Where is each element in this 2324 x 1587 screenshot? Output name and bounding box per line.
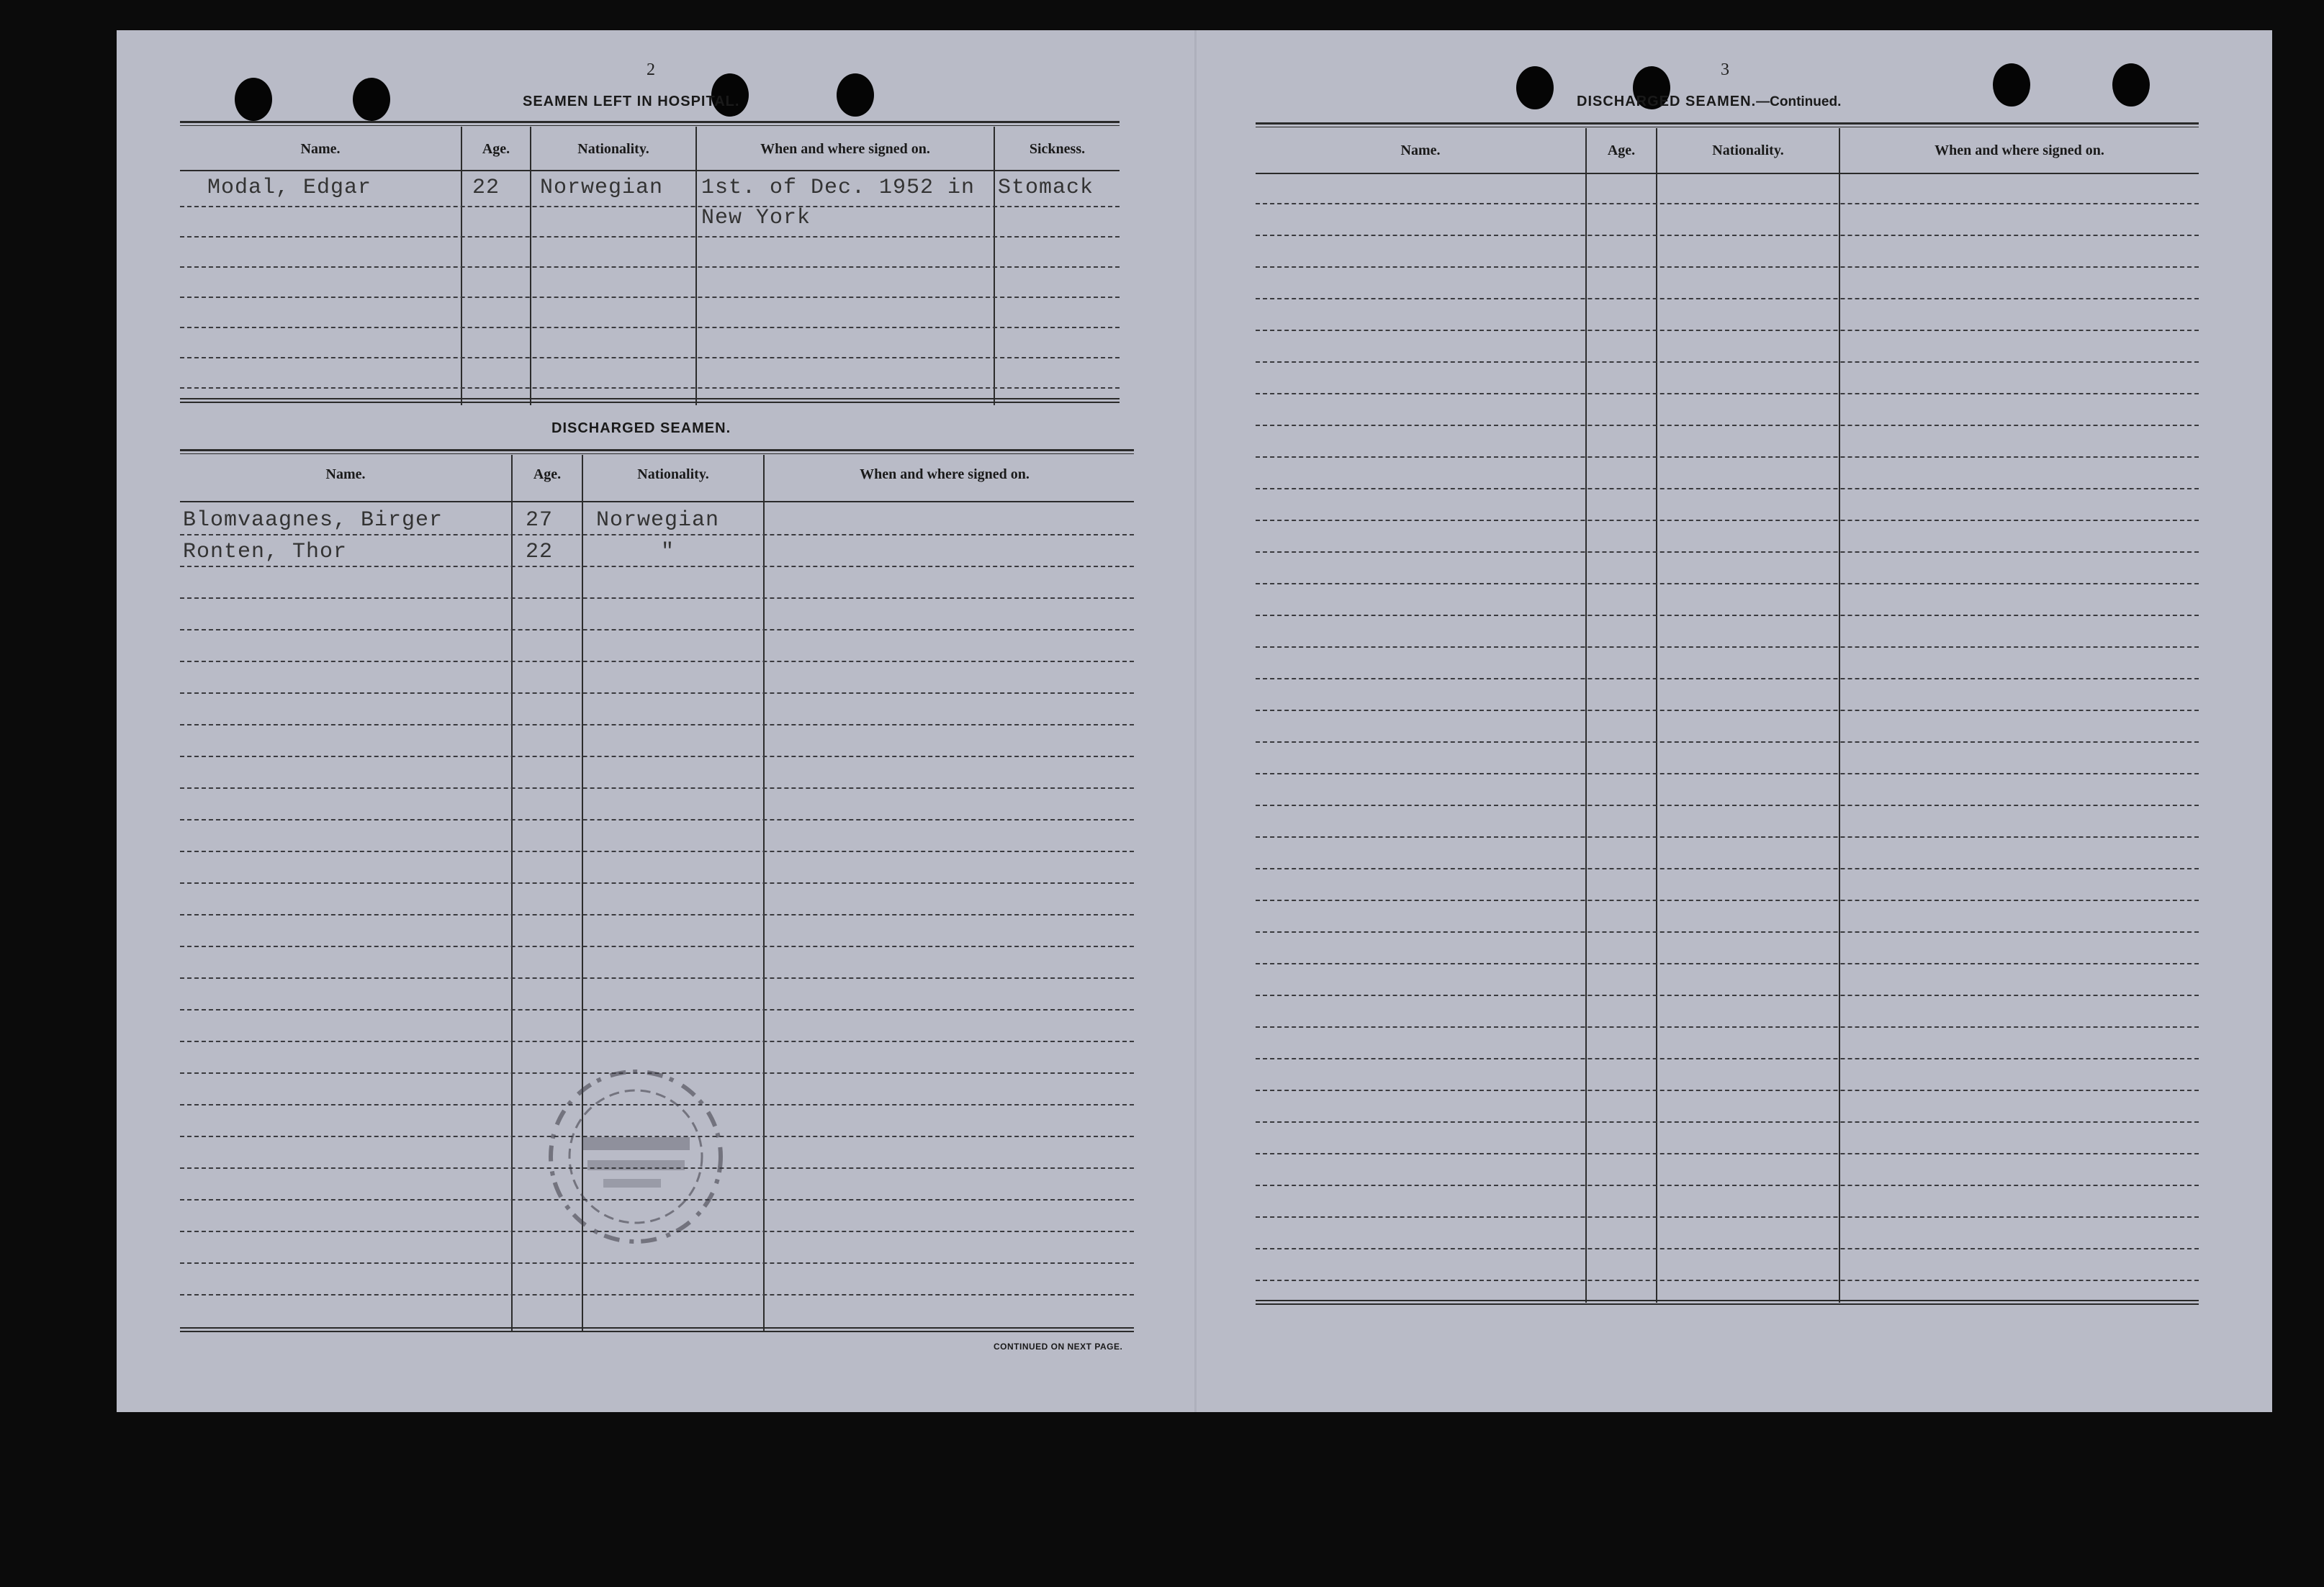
punch-hole	[1516, 66, 1554, 109]
continued-note: CONTINUED ON NEXT PAGE.	[994, 1342, 1123, 1352]
title-suffix: —Continued.	[1756, 94, 1842, 109]
punch-hole	[2112, 63, 2150, 107]
discharged-row-age: 27	[526, 508, 554, 533]
hospital-row-nationality: Norwegian	[540, 176, 664, 200]
hospital-row-sickness: Stomack	[998, 176, 1094, 200]
page-number: 2	[647, 60, 655, 79]
page-fold	[1194, 30, 1197, 1412]
punch-hole	[837, 73, 874, 117]
page-number: 3	[1721, 60, 1729, 79]
discharged-row-name: Ronten, Thor	[183, 540, 348, 564]
ink-stamp	[531, 1052, 740, 1261]
header-age: Age.	[1607, 143, 1636, 158]
header-signed-on: When and where signed on.	[760, 141, 930, 157]
header-name: Name.	[1400, 143, 1441, 158]
punch-hole	[353, 78, 390, 121]
discharged-continued-title	[1577, 94, 1841, 110]
hospital-section-title: SEAMEN LEFT IN HOSPITAL.	[523, 94, 740, 109]
header-name: Name.	[300, 141, 341, 157]
hospital-row-age: 22	[472, 176, 500, 200]
hospital-row-signed-line1: 1st. of Dec. 1952 in	[701, 176, 976, 200]
header-name: Name.	[325, 466, 366, 482]
header-age: Age.	[533, 466, 562, 482]
hospital-row-name: Modal, Edgar	[207, 176, 372, 200]
hospital-row-signed-line2: New York	[701, 206, 811, 230]
header-age: Age.	[482, 141, 510, 157]
header-signed-on: When and where signed on.	[860, 466, 1030, 482]
punch-hole	[1993, 63, 2030, 107]
header-nationality: Nationality.	[1712, 143, 1784, 158]
discharged-row-nationality: Norwegian	[596, 508, 720, 533]
header-nationality: Nationality.	[637, 466, 709, 482]
discharged-row-age: 22	[526, 540, 554, 564]
title-main: DISCHARGED SEAMEN.	[1577, 94, 1757, 109]
punch-hole	[235, 78, 272, 121]
header-signed-on: When and where signed on.	[1935, 143, 2104, 158]
discharged-row-nationality: "	[661, 540, 675, 564]
discharged-row-name: Blomvaagnes, Birger	[183, 508, 443, 533]
header-nationality: Nationality.	[577, 141, 649, 157]
discharged-continued-table	[1256, 122, 2199, 1303]
hospital-table	[180, 121, 1120, 405]
header-sickness: Sickness.	[1029, 141, 1086, 157]
discharged-section-title: DISCHARGED SEAMEN.	[551, 420, 731, 436]
document-sheet	[117, 30, 2272, 1412]
